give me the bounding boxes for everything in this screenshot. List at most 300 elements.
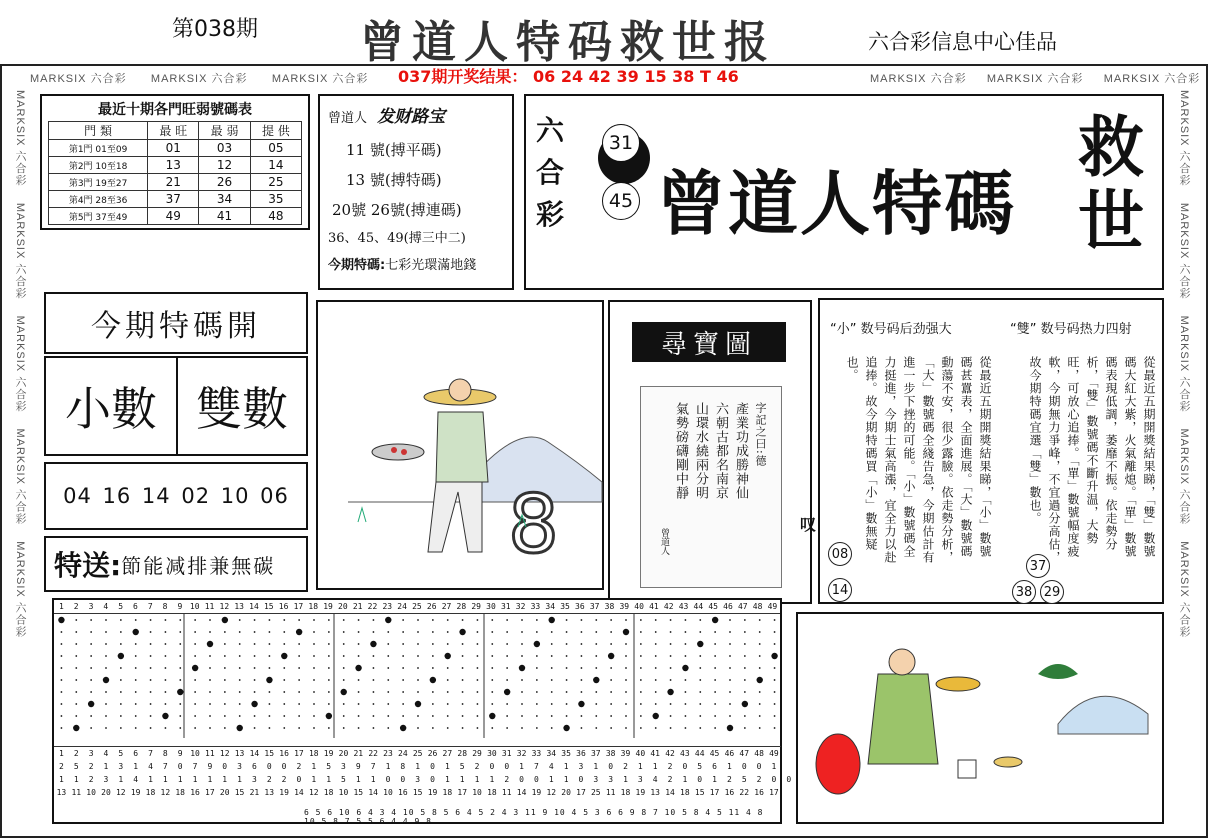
grid-dot — [608, 653, 614, 659]
grid-dot — [640, 703, 642, 705]
watermark: MARKSIX 六合彩 MARKSIX 六合彩 MARKSIX 六合彩 — [30, 73, 369, 85]
digit-eight-drawing: 8 — [508, 478, 559, 571]
grid-dot — [447, 631, 449, 633]
grid-dot — [313, 727, 315, 729]
grid-dot — [179, 679, 181, 681]
grid-dot — [402, 655, 404, 657]
grid-header-number: 14 — [249, 602, 259, 611]
grid-dot — [105, 619, 107, 621]
table-row — [49, 140, 302, 157]
grid-dot — [135, 643, 137, 645]
grid-dot — [194, 691, 196, 693]
grid-header-number: 38 — [605, 749, 616, 758]
grid-dot — [283, 715, 285, 717]
grid-count-cell: 10 — [383, 788, 393, 797]
grid-dot — [150, 667, 152, 669]
grid-dot — [759, 691, 761, 693]
grid-dot — [432, 619, 434, 621]
grid-count-cell: 1 — [370, 775, 376, 784]
grid-dot — [521, 715, 523, 717]
answer-right: 雙數 — [196, 382, 288, 436]
grid-dot — [506, 655, 508, 657]
grid-dot — [462, 667, 464, 669]
grid-dot — [744, 619, 746, 621]
grid-count-cell: 12 — [308, 788, 319, 797]
grid-header-number: 5 — [118, 602, 124, 611]
grid-dot — [417, 643, 419, 645]
grid-dot — [655, 667, 657, 669]
grid-count-cell: 19 — [427, 788, 438, 797]
grid-dot — [328, 667, 330, 669]
grid-dot — [477, 643, 479, 645]
grid-dot — [75, 643, 77, 645]
grid-dot — [714, 631, 716, 633]
grid-dot — [477, 655, 479, 657]
grid-count-cell: 17 — [205, 788, 215, 797]
grid-dot — [373, 679, 375, 681]
grid-dot — [655, 679, 657, 681]
grid-dot — [670, 655, 672, 657]
grid-dot — [269, 727, 271, 729]
grid-dot — [269, 631, 271, 633]
grid-header-number: 1 — [59, 749, 64, 758]
grid-dot — [254, 727, 256, 729]
grid-dot — [224, 715, 226, 717]
grid-dot — [239, 643, 241, 645]
grid-dot — [610, 703, 612, 705]
grid-count-cell: 0 — [222, 762, 228, 771]
grid-count-cell: 25 — [590, 788, 601, 797]
grid-dot — [655, 631, 657, 633]
grid-count-cell: 10 — [86, 788, 96, 797]
circled-number: 38 — [1012, 580, 1036, 604]
grid-header-number: 18 — [308, 749, 319, 758]
grid-dot — [566, 691, 568, 693]
grid-dot — [358, 643, 360, 645]
grid-dot — [744, 715, 746, 717]
grid-dot — [682, 665, 688, 671]
grid-header-number: 12 — [219, 602, 230, 611]
grid-dot — [343, 655, 345, 657]
grid-dot — [224, 679, 226, 681]
grid-header-number: 10 — [189, 602, 200, 611]
grid-count-cell: 17 — [709, 788, 720, 797]
grid-dot — [373, 715, 375, 717]
grid-count-cell: 0 — [281, 762, 287, 771]
grid-dot — [774, 619, 776, 621]
special-box — [44, 536, 308, 592]
grid-count-cell: 1 — [311, 762, 317, 771]
grid-dot — [491, 655, 493, 657]
grid-dot — [432, 631, 434, 633]
grid-dot — [179, 655, 181, 657]
grid-dot — [61, 631, 63, 633]
grid-dot — [699, 679, 701, 681]
grid-dot — [165, 691, 167, 693]
grid-count-cell: 16 — [754, 788, 764, 797]
grid-dot — [477, 715, 479, 717]
grid-dot — [774, 727, 776, 729]
grid-dot — [90, 643, 92, 645]
grid-count-cell: 3 — [341, 762, 346, 771]
grid-dot — [491, 619, 493, 621]
grid-header-number: 20 — [338, 749, 349, 758]
grid-dot — [685, 703, 687, 705]
grid-dot — [714, 727, 716, 729]
grid-count-cell: 0 — [534, 775, 539, 784]
grid-count-cell: 1 — [637, 762, 643, 771]
grid-count-cell: 15 — [353, 788, 364, 797]
grid-dot — [224, 667, 226, 669]
grid-header-number: 26 — [426, 602, 437, 611]
grid-count-cell: 11 — [605, 788, 616, 797]
grid-header-number: 6 — [133, 602, 138, 611]
logo-right-text: 救世 — [1078, 108, 1144, 260]
grid-dot — [75, 691, 77, 693]
grid-dot — [120, 643, 122, 645]
grid-dot — [759, 727, 761, 729]
grid-count-cell: 1 — [726, 762, 732, 771]
grid-dot — [328, 619, 330, 621]
grid-dot — [194, 679, 196, 681]
grid-dot — [714, 667, 716, 669]
grid-dot — [491, 691, 493, 693]
grid-dot — [283, 619, 285, 621]
grid-dot — [165, 679, 167, 681]
grid-dot — [162, 713, 168, 719]
grid-dot — [402, 643, 404, 645]
grid-dot — [343, 715, 345, 717]
grid-count-cell: 7 — [370, 762, 376, 771]
grid-dot — [729, 667, 731, 669]
table-cell: 第2門 10至18 — [49, 157, 148, 174]
grid-dot — [432, 643, 434, 645]
grid-dot — [298, 679, 300, 681]
grid-dot — [504, 689, 510, 695]
column-header: 門 類 — [49, 122, 148, 140]
grid-dot — [551, 643, 553, 645]
grid-dot — [536, 655, 538, 657]
grid-dot — [328, 655, 330, 657]
grid-header-number: 48 — [754, 749, 764, 758]
table-cell: 26 — [199, 174, 250, 191]
grid-dot — [489, 713, 495, 719]
illustration-farmer — [316, 300, 604, 590]
grid-dot — [655, 691, 657, 693]
tips-author: 曾道人 — [328, 111, 368, 126]
grid-dot — [581, 619, 583, 621]
treasure-signature: 曾道人 — [659, 528, 669, 555]
grid-header-number: 35 — [561, 749, 571, 758]
grid-dot — [729, 619, 731, 621]
grid-dot — [194, 643, 196, 645]
grid-dot — [506, 643, 508, 645]
grid-count-cell: 1 — [593, 762, 599, 771]
grid-dot — [266, 677, 272, 683]
grid-dot — [551, 679, 553, 681]
grid-dot — [415, 701, 421, 707]
grid-dot — [417, 619, 419, 621]
grid-dot — [432, 691, 434, 693]
grid-header-number: 9 — [177, 602, 183, 611]
grid-header-number: 2 — [73, 602, 79, 611]
grid-dot — [135, 619, 137, 621]
grid-dots — [54, 614, 784, 738]
grid-dot — [120, 703, 122, 705]
grid-dot — [685, 727, 687, 729]
grid-dot — [120, 667, 122, 669]
cross-mark: 叹 — [800, 515, 817, 534]
grid-header-number: 19 — [323, 749, 334, 758]
grid-header-number: 19 — [323, 602, 333, 611]
grid-dot — [179, 643, 181, 645]
grid-dot — [447, 667, 449, 669]
grid-dot — [462, 679, 464, 681]
grid-dot — [610, 727, 612, 729]
table-cell: 01 — [148, 140, 199, 157]
grid-dot — [358, 691, 360, 693]
grid-count-cell: 8 — [400, 762, 406, 771]
grid-dot — [313, 643, 315, 645]
grid-dot — [447, 727, 449, 729]
grid-dot — [269, 643, 271, 645]
grid-dot — [699, 703, 701, 705]
grid-count-cell: 20 — [101, 788, 111, 797]
grid-dot — [194, 727, 196, 729]
grid-header-number: 49 — [767, 602, 778, 611]
grid-dot — [373, 703, 375, 705]
grid-dot — [400, 725, 406, 731]
table-cell: 41 — [199, 208, 250, 225]
grid-dot — [417, 691, 419, 693]
grid-dot — [209, 667, 211, 669]
grid-dot — [254, 619, 256, 621]
grid-count-cell: 1 — [148, 775, 153, 784]
grid-count-cell: 0 — [296, 775, 302, 784]
grid-dot — [165, 619, 167, 621]
grid-count-cell: 1 — [771, 762, 777, 771]
grid-dot — [150, 655, 152, 657]
grid-bottom-counts: 6 5 6 10 6 4 3 4 10 5 8 5 6 4 5 2 4 3 11 9 10 4 5 3 6 6 9 8 7 10 5 8 4 5 11 4 8 10 5 8 7 5 5 6 4 4 9 8 — [304, 808, 764, 826]
grid-dot — [462, 655, 464, 657]
grid-count-cell: 21 — [249, 788, 260, 797]
column-header: 最 旺 — [148, 122, 199, 140]
grid-dot — [536, 715, 538, 717]
grid-dot — [595, 619, 597, 621]
grid-dot — [192, 665, 198, 671]
grid-header-number: 24 — [398, 749, 408, 758]
grid-dot — [417, 631, 419, 633]
grid-header-number: 2 — [73, 749, 79, 758]
grid-dot — [759, 619, 761, 621]
grid-dot — [373, 619, 375, 621]
grid-dot — [239, 619, 241, 621]
grid-dot — [610, 643, 612, 645]
grid-dot — [75, 655, 77, 657]
grid-count-cell: 1 — [563, 762, 569, 771]
treasure-box — [608, 300, 812, 604]
grid-dot — [105, 667, 107, 669]
grid-dot — [491, 631, 493, 633]
tip-line: 20號 26號(搏連碼) — [332, 201, 462, 219]
grid-count-cell: 19 — [635, 788, 646, 797]
grid-dot — [373, 691, 375, 693]
grid-dot — [296, 629, 302, 635]
grid-count-cell: 3 — [593, 775, 599, 784]
grid-dot — [313, 631, 315, 633]
grid-dot — [432, 703, 434, 705]
grid-count-cell: 4 — [148, 762, 153, 771]
grid-count-cell: 1 — [237, 775, 242, 784]
grid-count-cell: 3 — [251, 775, 257, 784]
grid-dot — [61, 703, 63, 705]
grid-count-cell: 15 — [234, 788, 245, 797]
ball-number: 45 — [602, 182, 640, 220]
grid-dot — [88, 701, 94, 707]
grid-header-number: 7 — [148, 749, 153, 758]
grid-dot — [73, 725, 79, 731]
grid-dot — [744, 727, 746, 729]
grid-header-number: 47 — [739, 749, 750, 758]
grid-dot — [521, 727, 523, 729]
analysis-head-left: “小” 数号码后劲强大 — [830, 322, 952, 337]
grid-dot — [343, 643, 345, 645]
table-header-row — [49, 122, 302, 140]
grid-dot — [402, 619, 404, 621]
grid-dot — [237, 725, 243, 731]
grid-count-cell: 1 — [222, 775, 228, 784]
grid-dot — [165, 703, 167, 705]
grid-header-number: 7 — [147, 602, 153, 611]
grid-dot — [61, 715, 63, 717]
grid-count-cell: 2 — [474, 762, 480, 771]
grid-count-cell: 0 — [578, 775, 584, 784]
grid-dot — [670, 703, 672, 705]
tip-line: 13 號(搏特碼) — [346, 171, 442, 189]
grid-header-number: 22 — [368, 749, 378, 758]
grid-header-number: 13 — [234, 602, 244, 611]
grid-dot — [298, 691, 300, 693]
grid-dot — [742, 701, 748, 707]
grid-dot — [670, 667, 672, 669]
grid-count-cell: 2 — [296, 762, 302, 771]
grid-dot — [120, 631, 122, 633]
grid-dot — [135, 703, 137, 705]
grid-dot — [699, 667, 701, 669]
grid-dot — [551, 631, 553, 633]
grid-dot — [551, 715, 553, 717]
grid-dot — [61, 679, 63, 681]
gold-illustration — [798, 614, 1162, 822]
grid-count-cell: 7 — [192, 762, 198, 771]
grid-dot — [209, 715, 211, 717]
grid-count-cell: 1 — [73, 775, 79, 784]
table-row — [49, 174, 302, 191]
grid-header-number: 42 — [665, 749, 675, 758]
grid-dot — [566, 631, 568, 633]
grid-count-cell: 3 — [637, 775, 643, 784]
grid-dot — [417, 679, 419, 681]
treasure-title: 尋寶圖 — [632, 322, 786, 362]
grid-dot — [714, 715, 716, 717]
grid-dot — [581, 631, 583, 633]
issue-number: 第038期 — [172, 17, 258, 42]
grid-dot — [477, 619, 479, 621]
grid-count-cell: 0 — [266, 762, 272, 771]
grid-header-number: 33 — [531, 749, 542, 758]
grid-dot — [224, 703, 226, 705]
grid-dot — [595, 703, 597, 705]
grid-header-number: 16 — [279, 749, 289, 758]
grid-count-cell: 5 — [326, 762, 332, 771]
grid-dot — [625, 643, 627, 645]
grid-dot — [254, 691, 256, 693]
grid-dot — [581, 727, 583, 729]
circled-number: 29 — [1040, 580, 1064, 604]
grid-dot — [90, 655, 92, 657]
grid-dot — [251, 701, 257, 707]
hot-number-table — [48, 121, 302, 225]
grid-dot — [655, 655, 657, 657]
grid-count-cell: 1 — [311, 775, 317, 784]
table-cell: 12 — [199, 157, 250, 174]
grid-header-number: 31 — [500, 602, 511, 611]
grid-dot — [477, 703, 479, 705]
grid-dot — [239, 715, 241, 717]
grid-dot — [640, 691, 642, 693]
ball-number: 31 — [602, 124, 640, 162]
grid-count-cell: 0 — [385, 775, 391, 784]
grid-dot — [774, 703, 776, 705]
open-numbers: 04 16 14 02 10 06 — [63, 484, 289, 508]
grid-dot — [477, 727, 479, 729]
table-cell: 03 — [199, 140, 250, 157]
grid-count-cell: 0 — [504, 762, 510, 771]
grid-dot — [581, 643, 583, 645]
grid-header-number: 8 — [162, 602, 168, 611]
grid-count-cell: 22 — [739, 788, 750, 797]
grid-dot — [120, 727, 122, 729]
grid-dot — [103, 677, 109, 683]
grid-dot — [179, 631, 181, 633]
grid-dot — [477, 691, 479, 693]
tips-box — [318, 94, 514, 290]
grid-dot — [194, 619, 196, 621]
grid-dot — [105, 655, 107, 657]
watermark: MARKSIX 六合彩 MARKSIX 六合彩 MARKSIX 六合彩 — [870, 73, 1201, 85]
grid-dot — [283, 691, 285, 693]
grid-dot — [313, 655, 315, 657]
grid-count-cell: 1 — [385, 762, 391, 771]
grid-header-number: 45 — [708, 602, 718, 611]
grid-dot — [165, 655, 167, 657]
grid-dot — [75, 631, 77, 633]
grid-count-cell: 5 — [697, 762, 703, 771]
grid-dot — [120, 691, 122, 693]
grid-dot — [757, 677, 763, 683]
grid-dot — [254, 667, 256, 669]
grid-dot — [771, 653, 777, 659]
table-row — [49, 191, 302, 208]
grid-count-cell: 0 — [430, 775, 435, 784]
grid-dot — [521, 703, 523, 705]
grid-dot — [313, 703, 315, 705]
grid-dot — [462, 619, 464, 621]
grid-dot — [135, 655, 137, 657]
hot-number-table-box — [40, 94, 310, 230]
grid-dot — [699, 619, 701, 621]
grid-count-cell: 2 — [504, 775, 510, 784]
